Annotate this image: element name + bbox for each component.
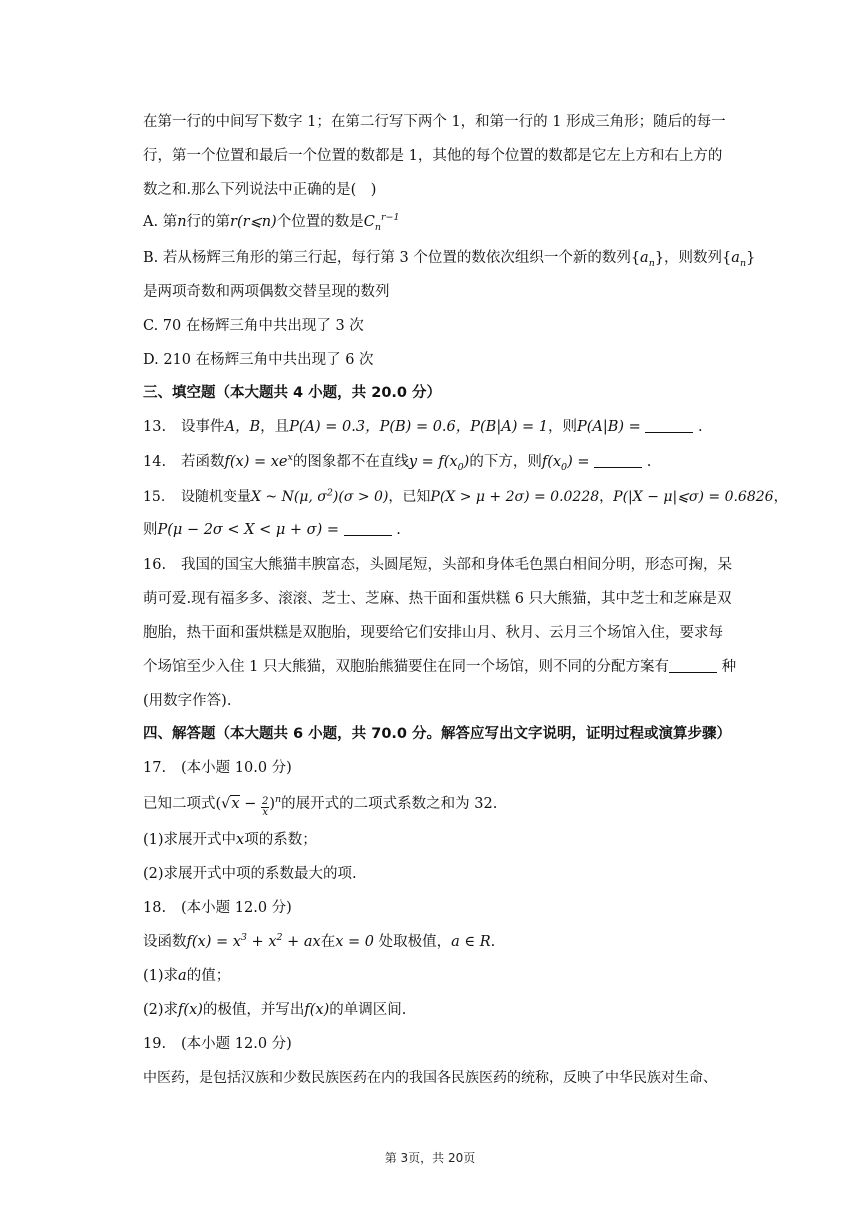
option-a-combination: C xyxy=(363,214,375,230)
q17-frac-bottom: x xyxy=(262,807,268,818)
q18-p2-a: (2)求 xyxy=(143,1002,179,1018)
q14-end: . xyxy=(646,454,652,470)
q14-text-c: 的下方，则 xyxy=(469,454,542,470)
q13-text-a: 设事件 xyxy=(181,419,225,435)
q17-minus: − xyxy=(239,796,261,812)
q18-ax: + ax xyxy=(282,934,321,950)
q16-text-1: 我国的国宝大熊猫丰腴富态，头圆尾短，头部和身体毛色黑白相间分明，形态可掬，呆 xyxy=(181,557,732,573)
q18-stem-c: 处取极值， xyxy=(374,934,452,950)
q14-answer-blank[interactable] xyxy=(594,453,642,468)
q13-query: P(A|B) = xyxy=(576,419,641,435)
q17-score: (本小题 10.0 分) xyxy=(181,760,292,776)
q13-end: . xyxy=(698,419,703,435)
q19-header xyxy=(143,1034,763,1054)
q17-part-1 xyxy=(143,830,763,850)
q17-stem: 已知二项式(√x − $\frac{2}{x}$ )$^n$的展开式的二项式系数之和为 32. xyxy=(143,794,498,818)
q16-number: 16. xyxy=(143,557,167,573)
q18-stem xyxy=(143,932,763,952)
q13 xyxy=(143,417,763,437)
q17-frac-top: 2 xyxy=(261,796,269,807)
option-a-mid2: 个位置的数是 xyxy=(276,214,364,230)
option-a-prefix: A. 第 xyxy=(143,214,178,230)
option-a-mid1: 行的第 xyxy=(186,214,231,230)
q16-line-1 xyxy=(143,555,763,575)
q19-number: 19. xyxy=(143,1036,167,1052)
q19-line-1: 中医药，是包括汉族和少数民族医药在内的我国各民族医药的统称，反映了中华民族对生命、 xyxy=(143,1070,717,1086)
q15-p2: P(|X − μ|⩽σ) = 0.6826 xyxy=(613,489,774,505)
q16-answer-blank[interactable] xyxy=(669,658,717,673)
q18-p1-b: 的值； xyxy=(186,968,231,984)
section-4-heading: 四、解答题（本大题共 6 小题，共 70.0 分。解答应写出文字说明，证明过程或演算步骤） xyxy=(143,726,732,742)
q14-line: y = f(x xyxy=(408,454,458,470)
q15-line-1: 15. 设随机变量X ~ N(μ, $\sigma^2)(\sigma > 0)$，已知P(X > μ + 2σ) = 0.0228，P(|X − μ|⩽σ) = 0.6826， xyxy=(143,487,788,505)
q15-end: . xyxy=(396,522,401,538)
q18-part-2 xyxy=(143,1000,763,1020)
q12-line-3: 数之和.那么下列说法中正确的是( ) xyxy=(143,182,377,198)
q17-header xyxy=(143,758,763,778)
q18-stem-a: 设函数 xyxy=(143,934,187,950)
q18-p2-fx: f(x) xyxy=(178,1002,203,1018)
q18-score: (本小题 12.0 分) xyxy=(181,900,292,916)
q12-option-b-line-1 xyxy=(143,248,763,268)
q13-answer-blank[interactable] xyxy=(645,418,693,433)
q18-x0: x = 0 xyxy=(335,934,375,950)
q17-p1-x: x xyxy=(236,832,245,848)
q18-p2-fx-2: f(x) xyxy=(304,1002,330,1018)
q15-text-a: 设随机变量 xyxy=(181,489,251,505)
q13-number: 13. xyxy=(143,419,167,435)
q18-p2-b: 的极值，并写出 xyxy=(202,1002,305,1018)
q12-option-a xyxy=(143,212,763,232)
q17-p1-a: (1)求展开式中 xyxy=(143,832,237,848)
q17-sqrt-x: x xyxy=(231,796,240,812)
q16-text-4a: 个场馆至少入住 1 只大熊猫，双胞胎熊猫要住在同一个场馆，则不同的分配方案有 xyxy=(143,659,669,675)
q17-part-2: (2)求展开式中项的系数最大的项. xyxy=(143,866,357,882)
option-b-mid: }，则数列{ xyxy=(654,250,732,266)
q12-option-d: D. 210 在杨辉三角中共出现了 6 次 xyxy=(143,352,374,368)
q16-text-4b: 种 xyxy=(721,659,737,675)
option-b-text: B. 若从杨辉三角形的第三行起，每行第 3 个位置的数依次组织一个新的数列{ xyxy=(143,250,641,266)
q15-number: 15. xyxy=(143,489,166,505)
q15-query: P(μ − 2σ < X < μ + σ) = xyxy=(157,522,339,538)
q18-number: 18. xyxy=(143,900,167,916)
q16-line-3: 胞胎，热干面和蛋烘糕是双胞胎，现要给它们安排山月、秋月、云月三个场馆入住，要求每 xyxy=(143,625,723,641)
option-a-n: n xyxy=(177,214,187,230)
option-a-sub: n xyxy=(374,221,381,233)
q14-text-b: 的图象都不在直线 xyxy=(292,454,409,470)
q12-line-1: 在第一行的中间写下数字 1；在第二行写下两个 1，和第一行的 1 形成三角形；随后的每一 xyxy=(143,114,726,130)
option-b-end: } xyxy=(746,250,756,266)
q15-distribution: X ~ N(μ, σ xyxy=(251,489,327,505)
q18-sup2: 2 xyxy=(276,932,283,944)
q14-sub-0: 0 xyxy=(457,461,464,473)
q12-option-c: C. 70 在杨辉三角中共出现了 3 次 xyxy=(143,318,364,334)
option-a-r: r(r⩽n) xyxy=(230,214,277,230)
q18-header xyxy=(143,898,763,918)
q17-power: n xyxy=(275,794,282,806)
option-b-sub-2: n xyxy=(739,257,747,269)
q18-function: f(x) = x xyxy=(186,934,241,950)
q15-line-2 xyxy=(143,520,763,540)
q17-p1-b: 项的系数； xyxy=(244,832,317,848)
page-footer: 第 3页，共 20页 xyxy=(384,1151,476,1165)
q18-stem-end: . xyxy=(490,934,496,950)
q18-p1-var: a xyxy=(178,968,187,984)
q18-stem-b: 在 xyxy=(320,934,336,950)
q18-plus: + x xyxy=(246,934,277,950)
q13-probabilities: P(A) = 0.3，P(B) = 0.6，P(B|A) = 1 xyxy=(289,419,548,435)
q13-events: A，B xyxy=(224,419,261,435)
option-a-sup: r−1 xyxy=(380,212,400,224)
q14-query: f(x xyxy=(541,454,562,470)
q16-line-2: 萌可爱.现有福多多、滚滚、芝士、芝麻、热干面和蛋烘糕 6 只大熊猫，其中芝士和芝麻是双 xyxy=(143,591,732,607)
q18-a-in-r: a ∈ R xyxy=(451,934,491,950)
option-b-sub: n xyxy=(648,257,655,269)
q18-part-1 xyxy=(143,966,763,986)
q17-close: ) xyxy=(269,796,276,812)
q18-p1-a: (1)求 xyxy=(143,968,179,984)
q14-eq: ) = xyxy=(567,454,590,470)
q18-sup3: 3 xyxy=(240,932,247,944)
q15-line2-prefix: 则 xyxy=(143,522,158,538)
q17-stem-a: 已知二项式( xyxy=(143,796,222,812)
q14-exponent: x xyxy=(287,452,293,464)
q14: 14. 若函数$f(x) = xe^x$的图象都不在直线$y = f(x_0)$的下方，则$f(x_0)$ = . xyxy=(143,452,652,473)
q14-number: 14. xyxy=(143,454,167,470)
q17-number: 17. xyxy=(143,760,167,776)
q18-p2-c: 的单调区间. xyxy=(329,1002,407,1018)
q16-line-4 xyxy=(143,657,763,677)
q14-function: f(x) = xe xyxy=(224,454,288,470)
q13-text-c: ，则 xyxy=(547,419,577,435)
section-3-heading: 三、填空题（本大题共 4 小题，共 20.0 分） xyxy=(143,385,442,401)
q12-option-b-line-2: 是两项奇数和两项偶数交替呈现的数列 xyxy=(143,284,390,300)
option-b-an: a xyxy=(640,250,649,266)
option-b-an-2: a xyxy=(731,250,740,266)
q15-distribution-tail: )(σ > 0) xyxy=(332,489,389,505)
q14-text-a: 若函数 xyxy=(181,454,225,470)
q19-score: (本小题 12.0 分) xyxy=(181,1036,292,1052)
q16-line-5: (用数字作答). xyxy=(143,693,232,709)
q15-text-b: ，已知 xyxy=(388,489,431,505)
q12-line-2: 行，第一个位置和最后一个位置的数都是 1，其他的每个位置的数都是它左上方和右上方的 xyxy=(143,148,723,164)
q15-answer-blank[interactable] xyxy=(344,521,392,536)
q13-text-b: ，且 xyxy=(260,419,290,435)
q15-p1: P(X > μ + 2σ) = 0.0228 xyxy=(430,489,600,505)
q14-sub-0b: 0 xyxy=(561,461,568,473)
q17-stem-b: 的展开式的二项式系数之和为 32. xyxy=(281,796,498,812)
